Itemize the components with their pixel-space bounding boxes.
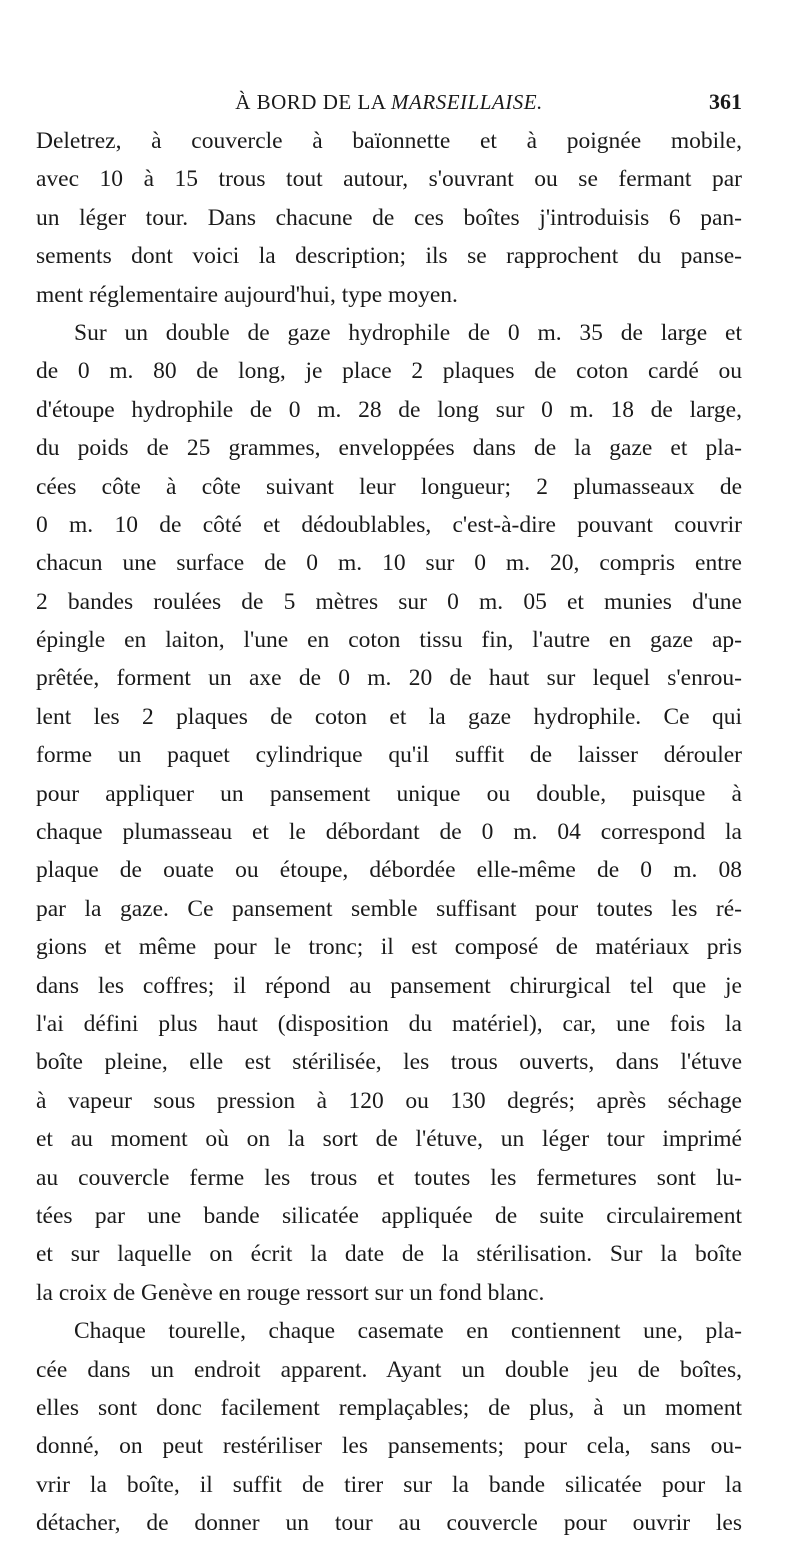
text-line: un léger tour. Dans chacune de ces boîtes j'introduisis 6 pan-	[36, 204, 742, 231]
running-head	[36, 86, 742, 118]
text-line: chaque plumasseau et le débordant de 0 m. 04 correspond la	[36, 819, 742, 846]
text-line: Chaque tourelle, chaque casemate en contiennent une, pla-	[74, 1318, 742, 1345]
text-line: cées côte à côte suivant leur longueur; 2 plumasseaux de	[36, 473, 742, 500]
running-title-prefix: À BORD DE LA	[235, 90, 392, 114]
text-line: par la gaze. Ce pansement semble suffisant pour toutes les ré-	[36, 895, 742, 922]
text-line: Sur un double de gaze hydrophile de 0 m. 35 de large et	[74, 319, 742, 346]
text-line: prêtée, forment un axe de 0 m. 20 de haut sur lequel s'enrou-	[36, 665, 742, 692]
body-text	[36, 122, 742, 1542]
text-line: de 0 m. 80 de long, je place 2 plaques de coton cardé ou	[36, 358, 742, 385]
text-line: pour appliquer un pansement unique ou double, puisque à	[36, 780, 742, 807]
text-line: cée dans un endroit apparent. Ayant un double jeu de boîtes,	[36, 1356, 742, 1383]
text-line: 0 m. 10 de côté et dédoublables, c'est-à-dire pouvant couvrir	[36, 511, 742, 538]
text-line: l'ai défini plus haut (disposition du matériel), car, une fois la	[36, 1010, 742, 1037]
text-line: chacun une surface de 0 m. 10 sur 0 m. 20, compris entre	[36, 550, 742, 577]
text-line: gions et même pour le tronc; il est composé de matériaux pris	[36, 934, 742, 961]
text-line: boîte pleine, elle est stérilisée, les trous ouverts, dans l'étuve	[36, 1049, 742, 1076]
text-line: Deletrez, à couvercle à baïonnette et à poignée mobile,	[36, 128, 742, 154]
running-title	[36, 86, 742, 118]
text-line: 2 bandes roulées de 5 mètres sur 0 m. 05 et munies d'une	[36, 588, 742, 615]
text-line: du poids de 25 grammes, enveloppées dans de la gaze et pla-	[36, 435, 742, 462]
text-line: tées par une bande silicatée appliquée de suite circulairement	[36, 1202, 742, 1229]
text-line: sements dont voici la description; ils se rapprochent du panse-	[36, 243, 742, 270]
text-line: lent les 2 plaques de coton et la gaze hydrophile. Ce qui	[36, 703, 742, 730]
running-title-italic: MARSEILLAISE.	[391, 90, 543, 114]
text-line: et au moment où on la sort de l'étuve, un léger tour imprimé	[36, 1126, 742, 1153]
text-line: au couvercle ferme les trous et toutes les fermetures sont lu-	[36, 1164, 742, 1191]
text-line: plaque de ouate ou étoupe, débordée elle-même de 0 m. 08	[36, 857, 742, 884]
text-line: donné, on peut restériliser les pansements; pour cela, sans ou-	[36, 1433, 742, 1460]
text-line: à vapeur sous pression à 120 ou 130 degrés; après séchage	[36, 1087, 742, 1114]
text-line: épingle en laiton, l'une en coton tissu fin, l'autre en gaze ap-	[36, 627, 742, 654]
text-line: la croix de Genève en rouge ressort sur un fond blanc.	[36, 1279, 545, 1306]
text-line: avec 10 à 15 trous tout autour, s'ouvrant ou se fermant par	[36, 166, 742, 193]
text-line: détacher, de donner un tour au couvercle pour ouvrir les	[36, 1510, 742, 1537]
text-line: et sur laquelle on écrit la date de la stérilisation. Sur la boîte	[36, 1241, 742, 1268]
text-line: dans les coffres; il répond au pansement chirurgical tel que je	[36, 972, 742, 999]
page-number: 361	[709, 89, 742, 114]
text-line: ment réglementaire aujourd'hui, type moyen.	[36, 281, 458, 308]
text-line: elles sont donc facilement remplaçables; de plus, à un moment	[36, 1394, 742, 1421]
text-line: d'étoupe hydrophile de 0 m. 28 de long sur 0 m. 18 de large,	[36, 396, 742, 423]
text-line: vrir la boîte, il suffit de tirer sur la bande silicatée pour la	[36, 1471, 742, 1498]
text-line: forme un paquet cylindrique qu'il suffit de laisser dérouler	[36, 742, 742, 769]
